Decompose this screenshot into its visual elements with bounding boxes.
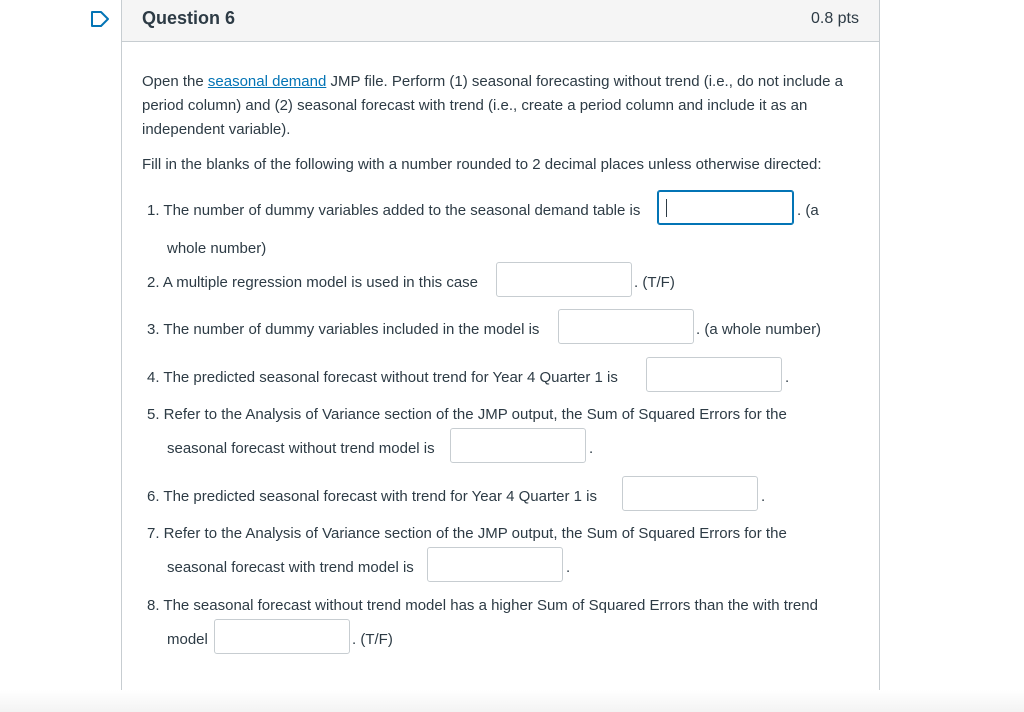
text-caret (666, 199, 667, 217)
item-1-text: 1. The number of dummy variables added to the seasonal demand table is (147, 202, 641, 219)
intro-text-after: JMP file. Perform (1) seasonal forecasting without trend (i.e., do not include a period column) and (2) seasonal forecast with trend (i.e., create a period column and include it as an independent variable). (142, 73, 843, 138)
item-4-text: 4. The predicted seasonal forecast without trend for Year 4 Quarter 1 is (147, 369, 618, 386)
item-2-suffix: . (T/F) (634, 274, 675, 291)
item-8-text-line2: model (167, 631, 208, 648)
item-2-text: 2. A multiple regression model is used in this case (147, 274, 479, 291)
intro-text-before: Open the (142, 73, 208, 90)
seasonal-demand-link[interactable]: seasonal demand (207, 73, 327, 90)
item-3-text: 3. The number of dummy variables included in the model is (147, 321, 540, 338)
item-1-input[interactable] (657, 190, 794, 225)
question-card (121, 0, 880, 712)
item-1-suffix: . (a (797, 202, 819, 219)
bottom-shade (0, 690, 1024, 712)
question-intro (142, 70, 857, 142)
item-3-suffix: . (a whole number) (696, 321, 822, 338)
item-8-text: 8. The seasonal forecast without trend model has a higher Sum of Squared Errors than the with trend (147, 597, 818, 614)
item-6-input[interactable] (622, 476, 758, 511)
item-7-input[interactable] (427, 547, 563, 582)
item-5-text: 5. Refer to the Analysis of Variance section of the JMP output, the Sum of Squared Errors for the (147, 406, 787, 423)
item-8-input[interactable] (214, 619, 350, 654)
item-5-suffix: . (589, 440, 594, 457)
item-4-input[interactable] (646, 357, 782, 392)
item-5-input[interactable] (450, 428, 586, 463)
item-7-suffix: . (566, 559, 571, 576)
instructions: Fill in the blanks of the following with a number rounded to 2 decimal places unless otherwise directed: (142, 156, 822, 173)
item-3-input[interactable] (558, 309, 694, 344)
item-7-text: 7. Refer to the Analysis of Variance section of the JMP output, the Sum of Squared Errors for the (147, 525, 787, 542)
item-6-suffix: . (761, 488, 766, 505)
item-8-suffix: . (T/F) (352, 631, 393, 648)
item-7-text-line2: seasonal forecast with trend model is (167, 559, 414, 576)
question-title: Question 6 (142, 8, 236, 28)
item-6-text: 6. The predicted seasonal forecast with trend for Year 4 Quarter 1 is (147, 488, 597, 505)
item-4-suffix: . (785, 369, 790, 386)
question-header (122, 0, 879, 42)
item-5-text-line2: seasonal forecast without trend model is (167, 440, 435, 457)
question-points: 0.8 pts (810, 10, 859, 27)
flag-question-icon[interactable] (90, 10, 110, 28)
item-1-text-line2: whole number) (167, 240, 267, 257)
item-2-input[interactable] (496, 262, 632, 297)
